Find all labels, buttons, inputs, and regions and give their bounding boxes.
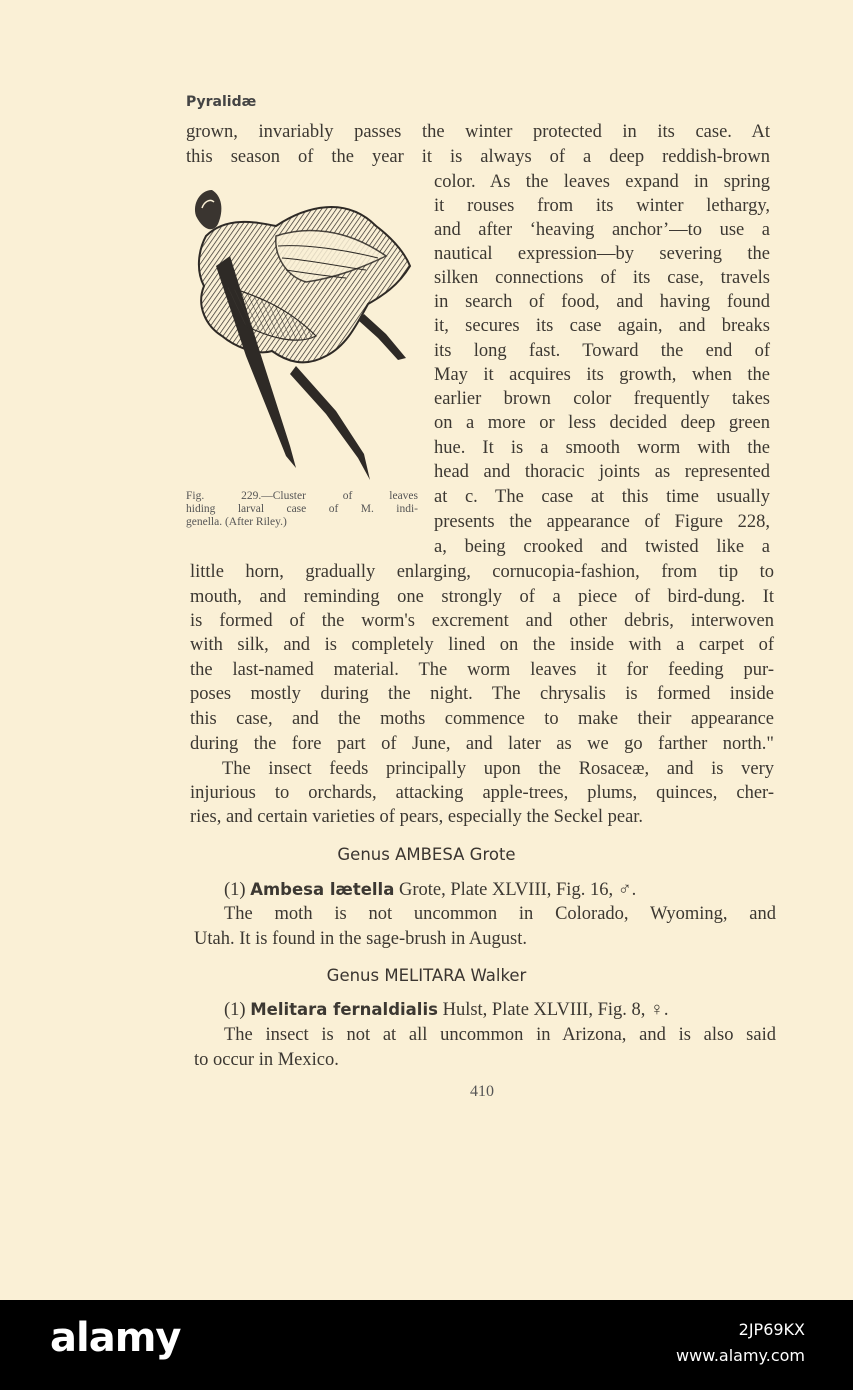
body-line: a, being crooked and twisted like a (434, 537, 770, 557)
body-line: mouth, and reminding one strongly of a piece of bird-dung. It (190, 587, 774, 607)
genus-heading: Genus MELITARA Walker (326, 966, 527, 985)
body-line: on a more or less decided deep green (434, 413, 770, 433)
species-name: Ambesa lætella (250, 880, 395, 899)
body-line: it rouses from its winter lethargy, (434, 196, 770, 216)
body-line: nautical expression—by severing the (434, 244, 770, 264)
stock-url: www.alamy.com (676, 1346, 805, 1365)
body-line: with silk, and is completely lined on the inside with a carpet of (190, 635, 774, 655)
body-line: ries, and certain varieties of pears, especially the Seckel pear. (190, 807, 644, 827)
genus-heading: Genus AMBESA Grote (337, 845, 516, 864)
species-entry (224, 998, 669, 1022)
entry-number: (1) (224, 1000, 246, 1020)
body-line: earlier brown color frequently takes (434, 389, 770, 409)
body-line: the last-named material. The worm leaves it for feeding pur- (190, 660, 774, 680)
entry-number: (1) (224, 880, 246, 900)
body-line: this case, and the moths commence to make their appearance (190, 709, 774, 729)
body-line: silken connections of its case, travels (434, 268, 770, 288)
body-line: this season of the year it is always of a deep reddish-brown (186, 147, 770, 167)
species-entry (224, 878, 636, 902)
body-line: during the fore part of June, and later as we go farther north." (190, 734, 774, 754)
body-line: presents the appearance of Figure 228, (434, 512, 770, 532)
figure-caption (186, 490, 418, 529)
caption-line: Fig. 229.—Cluster of leaves (186, 490, 418, 502)
body-line: injurious to orchards, attacking apple-trees, plums, quinces, cher- (190, 783, 774, 803)
body-line: poses mostly during the night. The chrysalis is formed inside (190, 684, 774, 704)
body-line: The insect feeds principally upon the Rosaceæ, and is very (222, 759, 774, 779)
body-line: is formed of the worm's excrement and other debris, interwoven (190, 611, 774, 631)
body-line: at c. The case at this time usually (434, 487, 770, 507)
body-line: color. As the leaves expand in spring (434, 172, 770, 192)
caption-line: genella. (After Riley.) (186, 516, 287, 528)
body-line: May it acquires its growth, when the (434, 365, 770, 385)
species-text: Utah. It is found in the sage-brush in August. (194, 929, 527, 949)
page-number: 410 (470, 1083, 494, 1100)
body-line: and after ‘heaving anchor’—to use a (434, 220, 770, 240)
body-line: in search of food, and having found (434, 292, 770, 312)
leaf-cluster-drawing (186, 186, 414, 482)
body-line: it, secures its case again, and breaks (434, 316, 770, 336)
body-line: head and thoracic joints as represented (434, 462, 770, 482)
body-line: its long fast. Toward the end of (434, 341, 770, 361)
body-line: grown, invariably passes the winter protected in its case. At (186, 122, 770, 142)
species-name: Melitara fernaldialis (250, 1000, 438, 1019)
body-line: little horn, gradually enlarging, cornucopia-fashion, from tip to (190, 562, 774, 582)
species-text: The moth is not uncommon in Colorado, Wyoming, and (224, 904, 776, 924)
running-head: Pyralidæ (186, 94, 257, 110)
plate-reference: Grote, Plate XLVIII, Fig. 16, ♂. (398, 880, 637, 900)
species-text: The insect is not at all uncommon in Arizona, and is also said (224, 1025, 776, 1045)
caption-line: hiding larval case of M. indi- (186, 503, 418, 515)
body-line: hue. It is a smooth worm with the (434, 438, 770, 458)
alamy-logo: alamy (50, 1315, 181, 1361)
stock-image-id: 2JP69KX (738, 1320, 805, 1339)
figure-illustration (186, 186, 414, 482)
species-text: to occur in Mexico. (194, 1050, 339, 1070)
plate-reference: Hulst, Plate XLVIII, Fig. 8, ♀. (442, 1000, 669, 1020)
